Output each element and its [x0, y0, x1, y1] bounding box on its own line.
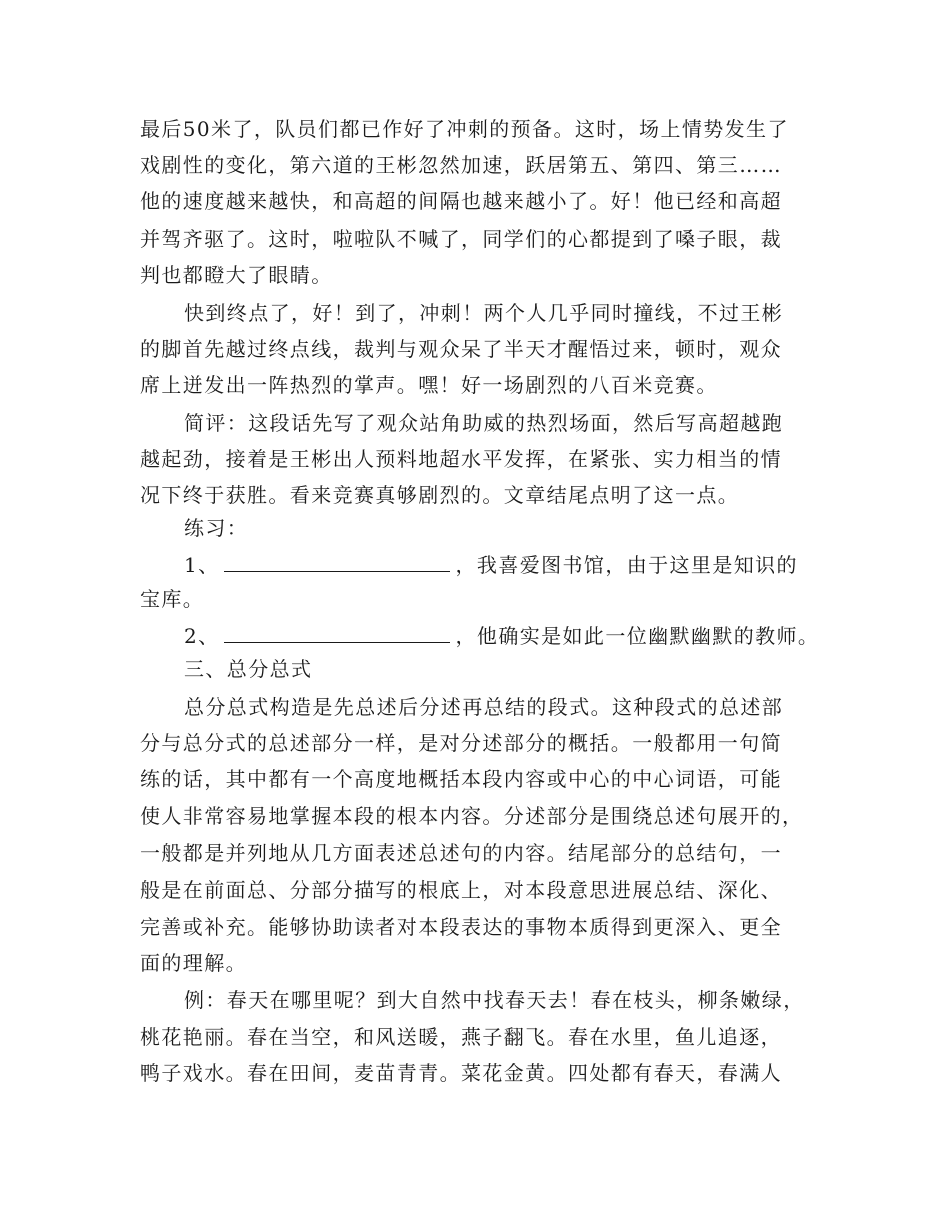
- text-line: 面的理解。: [140, 951, 247, 975]
- text-line: 判也都瞪大了眼睛。: [140, 263, 333, 287]
- exercise-number: 1、: [184, 553, 220, 577]
- text-line: 越起劲，接着是王彬出人预料地超水平发挥，在紧张、实力相当的情: [140, 447, 782, 471]
- exercise-heading: 练习：: [184, 516, 249, 540]
- text-line: 简评：这段话先写了观众站角助威的热烈场面，然后写高超越跑: [184, 411, 784, 435]
- text-line: 席上迸发出一阵热烈的掌声。嘿！好一场剧烈的八百米竞赛。: [140, 373, 718, 397]
- text-line: 分与总分式的总述部分一样，是对分述部分的概括。一般都用一句简: [140, 731, 782, 755]
- fill-in-blank[interactable]: [224, 624, 450, 643]
- text-line: 宝库。: [140, 587, 205, 611]
- text-line: 般是在前面总、分部分描写的根底上，对本段意思进展总结、深化、: [140, 878, 782, 902]
- exercise-number: 2、: [184, 624, 220, 648]
- text-line: 使人非常容易地掌握本段的根本内容。分述部分是围绕总述句展开的，: [140, 804, 804, 828]
- text-line: 的脚首先越过终点线，裁判与观众呆了半天才醒悟过来，顿时，观众: [140, 337, 782, 361]
- text-line: 完善或补充。能够协助读者对本段表达的事物本质得到更深入、更全: [140, 915, 782, 939]
- exercise-item-1: [184, 553, 798, 575]
- fill-in-blank[interactable]: [224, 553, 450, 572]
- section-heading: 三、总分总式: [184, 657, 313, 681]
- text-line: 戏剧性的变化，第六道的王彬忽然加速，跃居第五、第四、第三……: [140, 153, 782, 177]
- text-line: 鸭子戏水。春在田间，麦苗青青。菜花金黄。四处都有春天，春满人: [140, 1061, 782, 1085]
- text-line: 练的话，其中都有一个高度地概括本段内容或中心的中心词语，可能: [140, 767, 782, 791]
- text-line: 并驾齐驱了。这时，啦啦队不喊了，同学们的心都提到了嗓子眼，裁: [140, 227, 782, 251]
- text-line: 例：春天在哪里呢？到大自然中找春天去！春在枝头，柳条嫩绿，: [184, 988, 805, 1012]
- text-line: 他的速度越来越快，和高超的间隔也越来越小了。好！他已经和高超: [140, 189, 782, 213]
- text-line: 最后50米了，队员们都已作好了冲刺的预备。这时，场上情势发生了: [140, 117, 789, 141]
- text-line: 一般都是并列地从几方面表述总述句的内容。结尾部分的总结句，一: [140, 841, 782, 865]
- exercise-item-2: [184, 624, 819, 646]
- text-line: 桃花艳丽。春在当空，和风送暖，燕子翻飞。春在水里，鱼儿追逐，: [140, 1025, 782, 1049]
- exercise-text: ，我喜爱图书馆，由于这里是知识的: [455, 553, 798, 577]
- text-line: 况下终于获胜。看来竞赛真够剧烈的。文章结尾点明了这一点。: [140, 483, 740, 507]
- exercise-text: ，他确实是如此一位幽默幽默的教师。: [455, 624, 820, 648]
- text-line: 快到终点了，好！到了，冲刺！两个人几乎同时撞线，不过王彬: [184, 301, 784, 325]
- text-line: 总分总式构造是先总述后分述再总结的段式。这种段式的总述部: [184, 695, 784, 719]
